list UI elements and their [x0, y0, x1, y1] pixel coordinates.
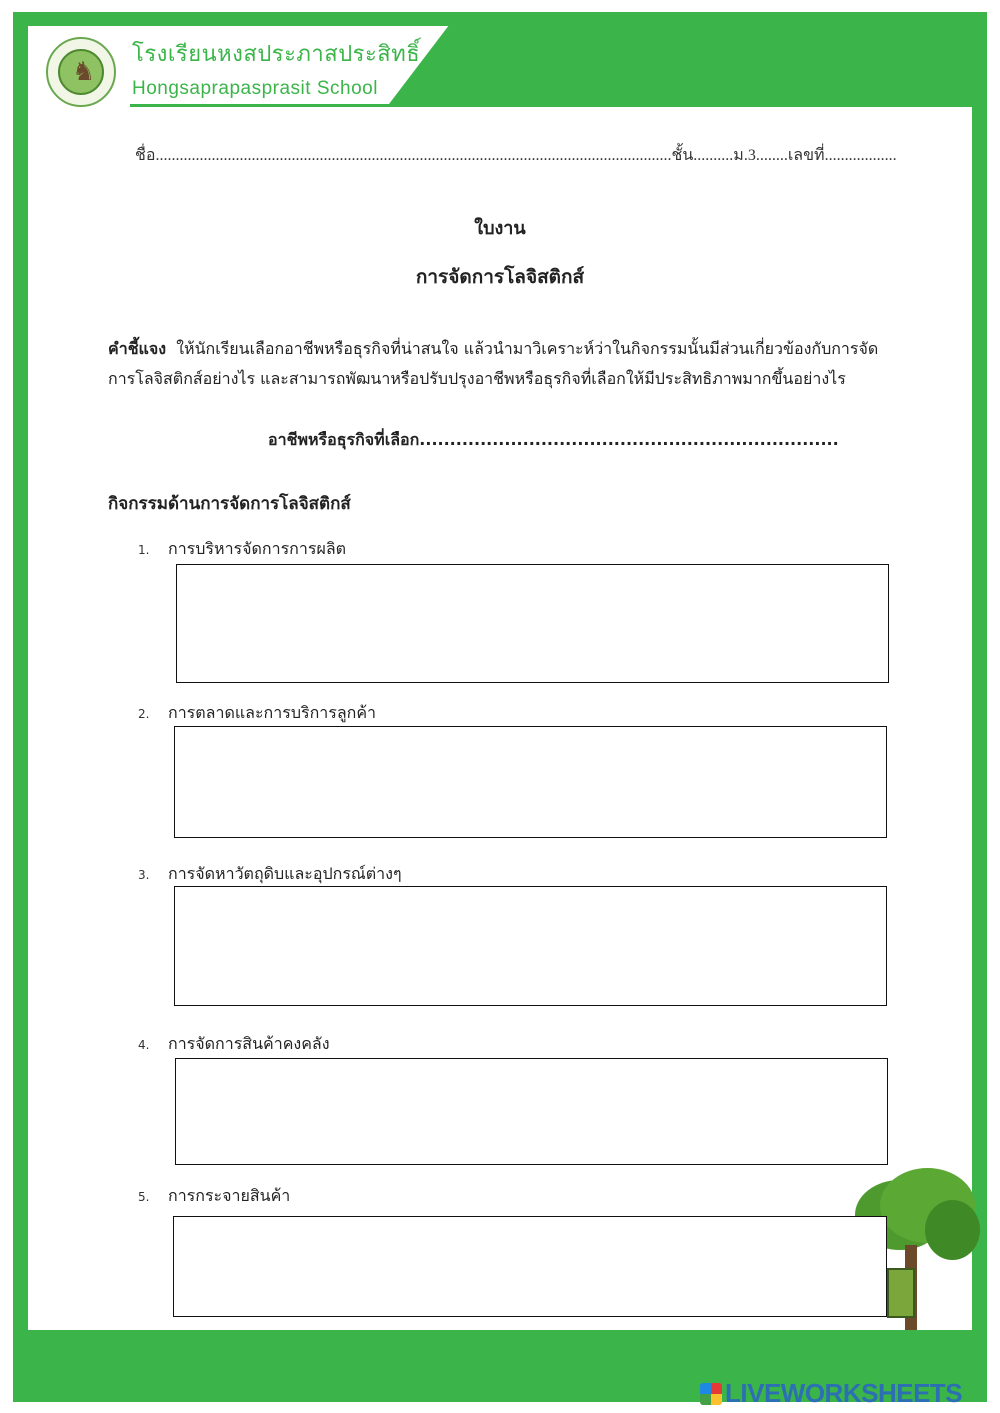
- worksheet-subtitle: การจัดการโลจิสติกส์: [415, 266, 585, 288]
- school-emblem-icon: ♞: [46, 37, 116, 107]
- instructions: [108, 334, 898, 394]
- page-border-left: [13, 12, 28, 1330]
- worksheet-title: ใบงาน: [474, 218, 526, 239]
- item-label-3: 3. การจัดหาวัตถุดิบและอุปกรณ์ต่างๆ: [138, 864, 402, 883]
- school-name-english: Hongsaprapasprasit School: [132, 78, 378, 99]
- section-title: กิจกรรมด้านการจัดการโลจิสติกส์: [108, 494, 351, 514]
- student-info-line: ชื่อ.................................................................................................................................ชั้น..........ม.3........เลขที่..................: [135, 147, 897, 164]
- answer-box-1[interactable]: [176, 564, 889, 683]
- item-label-5: 5. การกระจายสินค้า: [138, 1186, 291, 1205]
- answer-box-3[interactable]: [174, 886, 887, 1006]
- header-divider: [130, 104, 972, 107]
- item-label-2: 2. การตลาดและการบริการลูกค้า: [138, 703, 377, 722]
- page-border-right: [972, 12, 987, 1330]
- header-stripe: [389, 12, 987, 104]
- school-name-thai: โรงเรียนหงสประภาสประสิทธิ์: [132, 42, 421, 67]
- answer-box-2[interactable]: [174, 726, 887, 838]
- answer-box-5[interactable]: [173, 1216, 887, 1317]
- selected-occupation-line: อาชีพหรือธุรกิจที่เลือก.....................................................................: [268, 430, 839, 449]
- item-label-1: 1. การบริหารจัดการการผลิต: [138, 539, 347, 558]
- liveworksheets-logo-icon: [700, 1383, 722, 1405]
- answer-box-4[interactable]: [175, 1058, 888, 1165]
- liveworksheets-brand[interactable]: LIVEWORKSHEETS: [700, 1378, 962, 1409]
- instruction-label: คำชี้แจง: [108, 339, 167, 358]
- instruction-text: ให้นักเรียนเลือกอาชีพหรือธุรกิจที่น่าสนใจ แล้วนำมาวิเคราะห์ว่าในกิจกรรมนั้นมีส่วนเกี่ยวข้องกับการจัดการโลจิสติกส์อย่างไร และสามารถพัฒนาหรือปรับปรุงอาชีพหรือธุรกิจที่เลือกให้มีประสิทธิภาพมากขึ้นอย่างไร: [108, 339, 879, 388]
- item-label-4: 4. การจัดการสินค้าคงคลัง: [138, 1034, 330, 1053]
